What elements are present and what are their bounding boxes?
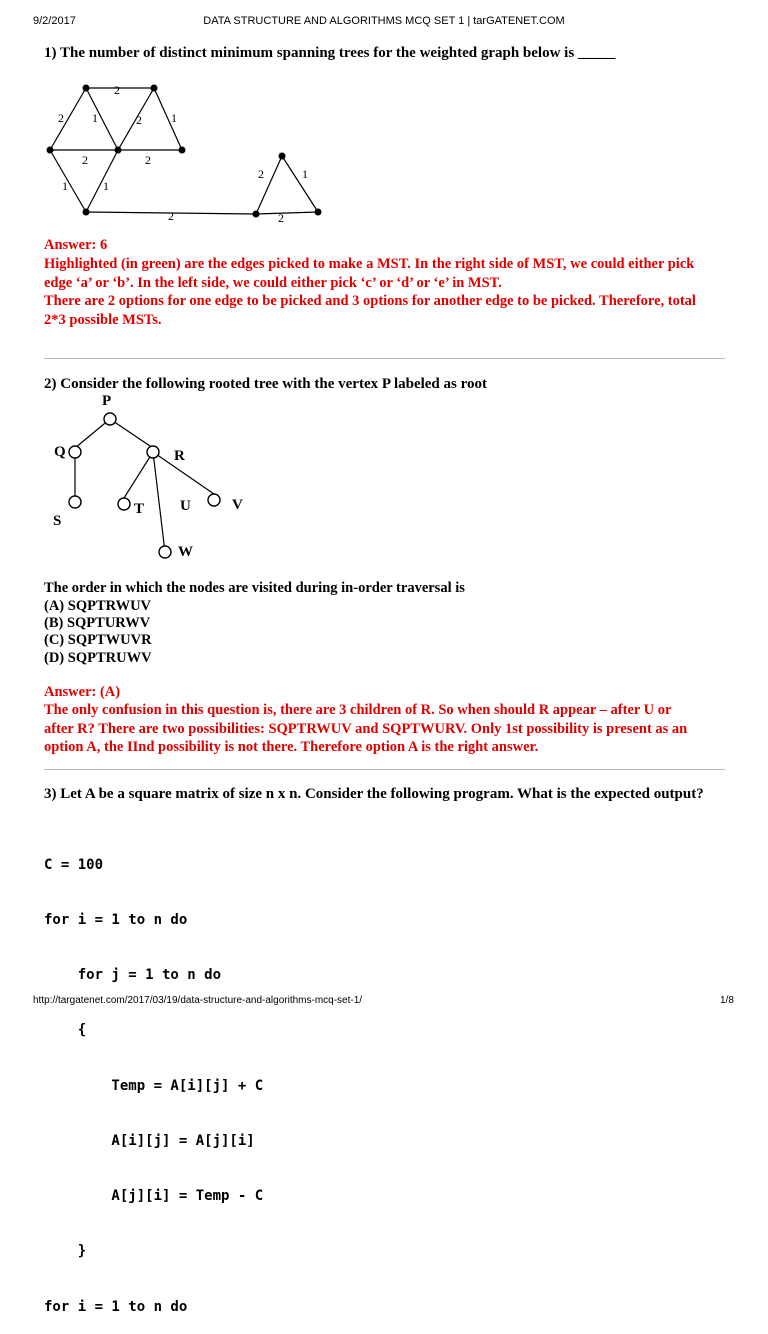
q2-tree-edges [75,419,214,552]
graph-vertex [179,147,186,154]
node-label-p: P [102,393,112,409]
graph-edge [256,212,318,214]
q1-graph-vertices [47,85,322,218]
graph-vertex [83,85,90,92]
question-2-text: 2) Consider the following rooted tree with the vertex P labeled as root [44,376,487,392]
edge-weight-label: 1 [171,111,177,125]
edge-weight-label: 1 [302,167,308,181]
graph-edge [50,150,86,212]
graph-vertex [279,153,286,160]
graph-edge [50,88,86,150]
answer-line: 2*3 possible MSTs. [44,311,162,328]
node-label-r: R [174,448,185,464]
node-label-q: Q [54,444,66,460]
edge-weight-label: 1 [103,179,109,193]
tree-node-w [159,546,171,558]
tree-node-s [69,496,81,508]
graph-vertex [253,211,260,218]
edge-weight-label: 2 [278,211,284,224]
q3-code-block [44,819,263,1334]
edge-weight-label: 1 [92,111,98,125]
answer-2-explanation [44,701,734,757]
question-3-text: 3) Let A be a square matrix of size n x n. Consider the following program. What is the expected output? [44,786,704,802]
graph-edge [86,88,118,150]
tree-node-v [208,494,220,506]
graph-vertex [47,147,54,154]
page-url-link[interactable]: http://targatenet.com/2017/03/19/data-structure-and-algorithms-mcq-set-1/ [33,995,363,1006]
tree-node-p [104,413,116,425]
node-label-s: S [53,513,62,529]
edge-weight-label: 2 [58,111,64,125]
answer-line: There are 2 options for one edge to be picked and 3 options for another edge to be picked. Therefore, total [44,293,696,309]
tree-node-t [118,498,130,510]
edge-weight-label: 2 [136,113,142,127]
graph-vertex [115,147,122,154]
node-label-v: V [232,497,243,513]
q2-tree-figure [40,392,280,564]
code-line: A[i][j] = A[j][i] [44,1132,255,1149]
q1-graph-figure [40,78,330,224]
tree-node-r [147,446,159,458]
question-1-text: 1) The number of distinct minimum spanning trees for the weighted graph below is _____ [44,45,616,61]
code-line: } [44,1243,87,1260]
graph-edge [282,156,318,212]
tree-edge [124,452,153,498]
answer-line: edge ‘a’ or ‘b’. In the left side, we could either pick ‘c’ or ‘d’ or ‘e’ in MST. [44,274,502,291]
edge-weight-label: 2 [145,153,151,167]
edge-weight-label: 1 [62,179,68,193]
answer-1-explanation [44,255,734,329]
graph-vertex [83,209,90,216]
option-d: (D) SQPTRUWV [44,650,152,666]
option-a: (A) SQPTRWUV [44,598,152,614]
edge-weight-label: 2 [114,83,120,97]
page-title: DATA STRUCTURE AND ALGORITHMS MCQ SET 1 | tarGATENET.COM [203,15,565,27]
edge-weight-label: 2 [258,167,264,181]
tree-edge [110,419,153,448]
code-line: for i = 1 to n do [44,1298,188,1315]
answer-2-label: Answer: (A) [44,684,121,700]
tree-edge [75,419,110,448]
graph-edge [154,88,182,150]
code-line: A[j][i] = Temp - C [44,1188,264,1205]
section-divider [44,358,725,359]
graph-edge [256,156,282,214]
graph-vertex [151,85,158,92]
graph-vertex [315,209,322,216]
answer-line: The only confusion in this question is, there are 3 children of R. So when should R appear – after U or [44,702,672,718]
edge-weight-label: 2 [168,209,174,223]
node-label-w: W [178,544,193,560]
node-label-u: U [180,498,191,514]
graph-edge [86,150,118,212]
code-line: for j = 1 to n do [44,967,222,984]
code-line: for i = 1 to n do [44,912,188,929]
answer-line: option A, the IInd possibility is not there. Therefore option A is the right answer. [44,739,539,755]
code-line: Temp = A[i][j] + C [44,1077,264,1094]
option-c: (C) SQPTWUVR [44,632,152,648]
tree-node-q [69,446,81,458]
answer-1-label: Answer: 6 [44,237,108,253]
answer-line: after R? There are two possibilities: SQPTRWUV and SQPTWURV. Only 1st possibility is present as an [44,720,688,737]
code-line: { [44,1022,87,1039]
answer-line: Highlighted (in green) are the edges picked to make a MST. In the right side of MST, we could either pick [44,256,695,272]
question-2-prompt: The order in which the nodes are visited during in-order traversal is [44,580,465,596]
node-label-t: T [134,501,145,517]
print-date: 9/2/2017 [33,15,76,27]
section-divider [44,769,725,770]
code-line: C = 100 [44,856,104,873]
option-b: (B) SQPTURWV [44,615,151,631]
tree-edge [153,452,165,552]
page-number: 1/8 [720,995,734,1006]
edge-weight-label: 2 [82,153,88,167]
